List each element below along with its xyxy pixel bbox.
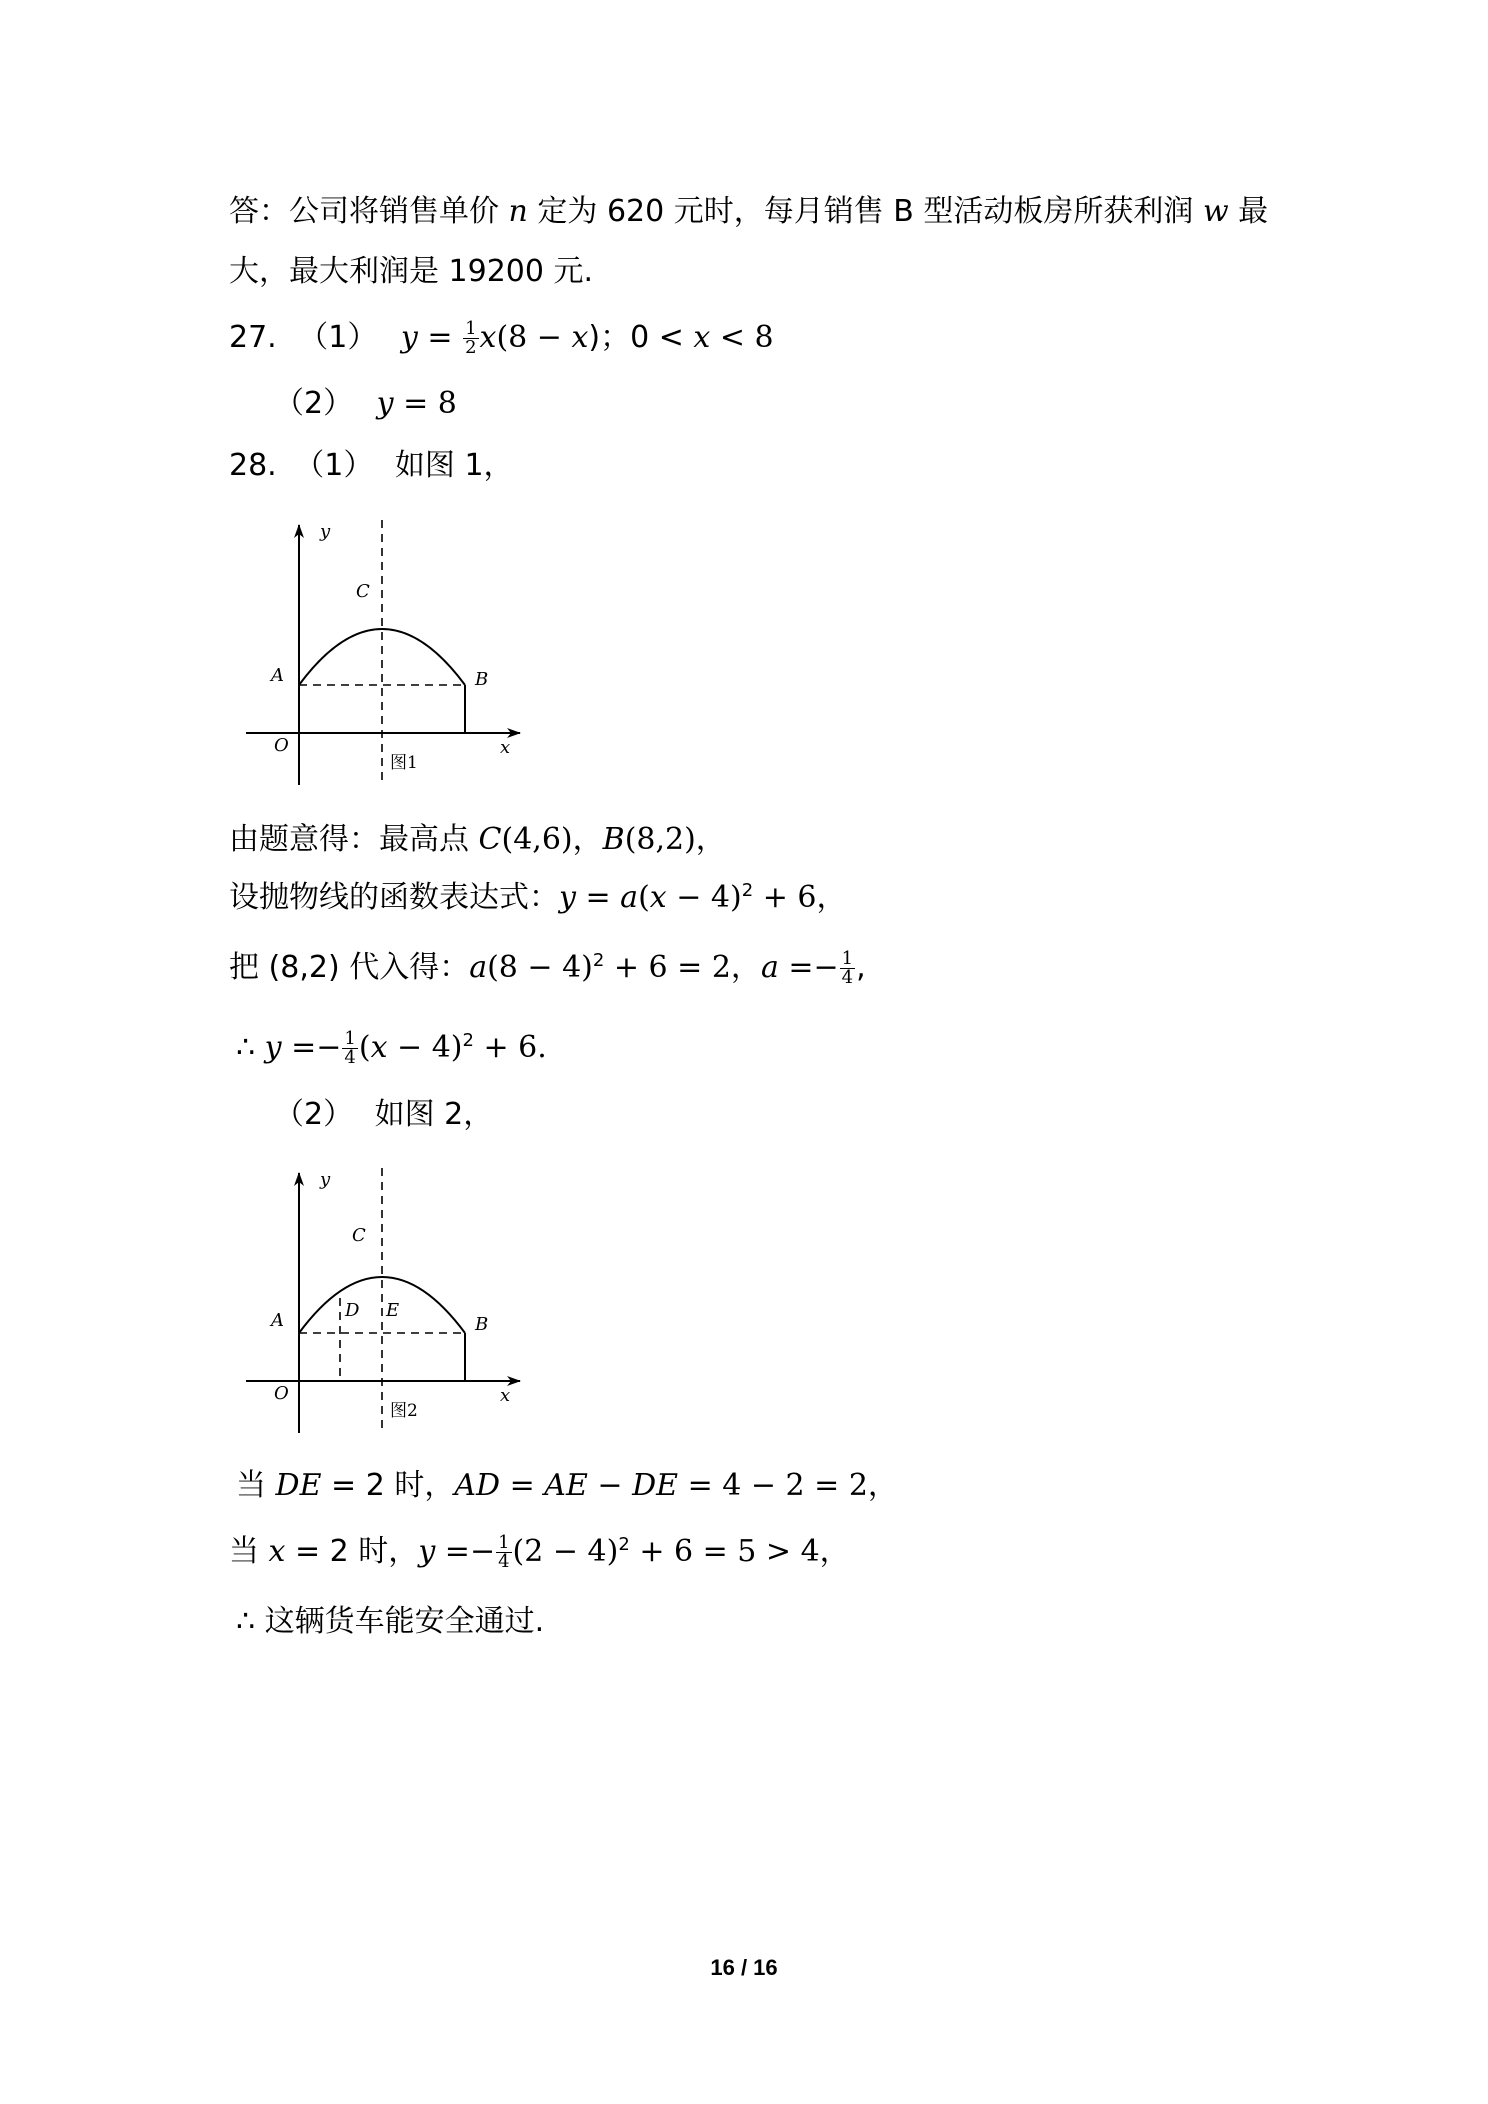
text: 设抛物线的函数表达式： bbox=[229, 880, 559, 915]
var-x: x bbox=[268, 1534, 286, 1569]
numerator: 1 bbox=[465, 318, 477, 339]
text: = 2 时， bbox=[321, 1468, 455, 1503]
math-text: − bbox=[587, 1468, 633, 1503]
var-x: x bbox=[649, 880, 667, 915]
math-text: =− bbox=[778, 950, 839, 985]
solution-line-6 bbox=[229, 1532, 850, 1572]
text: 把 (8,2) 代入得： bbox=[229, 950, 470, 985]
label-c: C bbox=[352, 1225, 366, 1246]
label-o: O bbox=[274, 1383, 289, 1404]
solution-line-4 bbox=[236, 1028, 547, 1068]
exponent: 2 bbox=[741, 880, 754, 901]
label-d: D bbox=[345, 1300, 360, 1321]
question-number: 27. bbox=[229, 320, 277, 355]
denominator: 4 bbox=[498, 1551, 510, 1572]
math-text: = bbox=[417, 320, 463, 355]
label-b: B bbox=[475, 669, 489, 690]
exponent: 2 bbox=[618, 1534, 630, 1555]
math-text: + 6 = 5 > 4， bbox=[629, 1534, 850, 1569]
page-number: 16 / 16 bbox=[710, 1955, 778, 1980]
label-c: C bbox=[356, 581, 370, 602]
text: = 2 时， bbox=[285, 1534, 419, 1569]
exponent: 2 bbox=[462, 1030, 474, 1051]
part-label: （1） bbox=[294, 448, 374, 483]
var-x: x bbox=[479, 320, 497, 355]
var-y: y bbox=[400, 320, 418, 355]
label-b: B bbox=[475, 1314, 489, 1335]
denominator: 4 bbox=[841, 967, 854, 988]
math-text: ( bbox=[358, 1030, 371, 1065]
segment-ae: AE bbox=[544, 1468, 588, 1503]
answer-line-1 bbox=[229, 192, 1268, 232]
denominator: 4 bbox=[344, 1047, 356, 1068]
text: 当 bbox=[236, 1468, 276, 1503]
label-a: A bbox=[271, 665, 284, 686]
segment-de: DE bbox=[632, 1468, 679, 1503]
answer-line-2: 大，最大利润是 19200 元. bbox=[229, 254, 594, 289]
figure-caption: 图1 bbox=[390, 753, 418, 773]
question-number: 28. bbox=[229, 448, 277, 483]
label-x: x bbox=[500, 737, 511, 758]
math-text: = 4 − 2 = 2， bbox=[678, 1468, 898, 1503]
math-text: = bbox=[500, 1468, 545, 1503]
var-n: n bbox=[508, 194, 528, 229]
var-y: y bbox=[376, 386, 394, 421]
denominator: 2 bbox=[465, 337, 477, 358]
math-text: + 6. bbox=[473, 1030, 547, 1065]
math-text: =− bbox=[435, 1534, 496, 1569]
var-y: y bbox=[559, 880, 576, 915]
var-x: x bbox=[370, 1030, 388, 1065]
fraction bbox=[342, 1030, 357, 1067]
math-text: + 6 = 2， bbox=[604, 950, 761, 985]
figure-2 bbox=[240, 1163, 530, 1438]
text: 定为 620 元时，每月销售 B 型活动板房所获利润 bbox=[527, 194, 1203, 229]
text: 当 bbox=[229, 1534, 269, 1569]
part-label: （2） bbox=[274, 1097, 354, 1132]
exponent: 2 bbox=[592, 950, 605, 971]
label-y: y bbox=[320, 521, 331, 542]
label-o: O bbox=[274, 735, 289, 756]
label-y: y bbox=[320, 1169, 331, 1190]
q28-part1 bbox=[229, 446, 514, 486]
coords: (4,6)， bbox=[501, 822, 603, 857]
math-text: = bbox=[575, 880, 621, 915]
q28-part2 bbox=[274, 1095, 493, 1135]
var-y: y bbox=[264, 1030, 282, 1065]
text: 如图 2， bbox=[374, 1097, 494, 1132]
part-label: （2） bbox=[274, 386, 354, 421]
text: 最 bbox=[1228, 194, 1269, 229]
solution-line-5 bbox=[236, 1466, 898, 1506]
math-text: + 6， bbox=[753, 880, 847, 915]
solution-line-1 bbox=[229, 820, 726, 860]
var-a: a bbox=[620, 880, 639, 915]
point-c: C bbox=[478, 822, 502, 857]
fraction bbox=[840, 950, 855, 987]
therefore: ∴ bbox=[236, 1030, 265, 1065]
q27-part1 bbox=[229, 318, 774, 358]
math-text: )；0 < bbox=[588, 320, 694, 355]
math-text: = 8 bbox=[393, 386, 457, 421]
part-label: （1） bbox=[298, 320, 378, 355]
math-text: (2 − 4) bbox=[512, 1534, 619, 1569]
text: 由题意得：最高点 bbox=[229, 822, 479, 857]
var-a: a bbox=[469, 950, 488, 985]
math-text: (8 − bbox=[496, 320, 572, 355]
fraction bbox=[463, 320, 478, 357]
label-e: E bbox=[386, 1300, 400, 1321]
solution-line-2 bbox=[229, 878, 846, 918]
text: 答：公司将销售单价 bbox=[229, 194, 509, 229]
numerator: 1 bbox=[344, 1028, 356, 1049]
var-a: a bbox=[760, 950, 779, 985]
math-text: (8 − 4) bbox=[487, 950, 593, 985]
punctuation: , bbox=[856, 950, 866, 985]
solution-line-3 bbox=[229, 948, 866, 988]
math-text: ( bbox=[638, 880, 650, 915]
numerator: 1 bbox=[498, 1532, 510, 1553]
label-x: x bbox=[500, 1385, 511, 1406]
segment-de: DE bbox=[275, 1468, 322, 1503]
coords: (8,2)， bbox=[624, 822, 726, 857]
label-a: A bbox=[271, 1310, 284, 1331]
q27-part2 bbox=[274, 384, 457, 424]
math-text: − 4) bbox=[666, 880, 742, 915]
point-b: B bbox=[602, 822, 625, 857]
conclusion-line: ∴ 这辆货车能安全通过. bbox=[236, 1604, 545, 1639]
var-x: x bbox=[571, 320, 589, 355]
math-text: − 4) bbox=[387, 1030, 463, 1065]
var-y: y bbox=[418, 1534, 436, 1569]
math-text: =− bbox=[281, 1030, 342, 1065]
segment-ad: AD bbox=[454, 1468, 501, 1503]
var-w: w bbox=[1202, 194, 1229, 229]
fraction bbox=[496, 1534, 511, 1571]
numerator: 1 bbox=[841, 948, 854, 969]
text: 如图 1， bbox=[394, 448, 514, 483]
math-text: < 8 bbox=[710, 320, 774, 355]
figure-1 bbox=[240, 515, 530, 790]
figure-caption: 图2 bbox=[390, 1401, 418, 1421]
var-x: x bbox=[693, 320, 711, 355]
